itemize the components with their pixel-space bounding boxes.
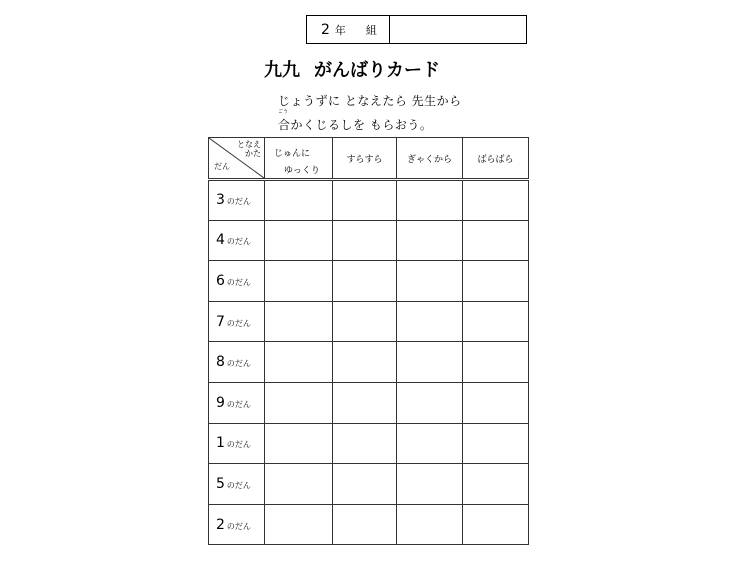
check-cell-reverse[interactable] <box>397 423 463 464</box>
corner-label-method: となえ かた <box>237 140 261 158</box>
class-label: 組 <box>365 23 377 37</box>
dan-number: 1 <box>216 435 225 452</box>
dan-suffix: のだん <box>226 197 251 207</box>
check-cell-random[interactable] <box>463 342 529 383</box>
grade-class-box <box>306 15 527 44</box>
table-row <box>209 342 529 383</box>
column-header-smooth: すらすら <box>333 138 397 180</box>
column-header-slow: じゅんに ゆっくり <box>265 138 333 180</box>
row-label-dan <box>209 423 265 464</box>
corner-header-cell <box>209 138 265 180</box>
column-header-random: ばらばら <box>463 138 529 180</box>
check-cell-reverse[interactable] <box>397 504 463 545</box>
check-cell-random[interactable] <box>463 504 529 545</box>
check-cell-smooth[interactable] <box>333 504 397 545</box>
row-label-dan <box>209 342 265 383</box>
table-row <box>209 220 529 261</box>
instruction-line-1: じょうずに となえたら 先生から <box>278 94 462 108</box>
grade-number: 2 <box>321 21 330 38</box>
column-header-reverse: ぎゃくから <box>397 138 463 180</box>
check-cell-smooth[interactable] <box>333 220 397 261</box>
dan-number: 5 <box>216 475 225 492</box>
dan-suffix: のだん <box>226 399 251 409</box>
corner-label-dan: だん <box>214 162 230 171</box>
check-cell-slow[interactable] <box>265 382 333 423</box>
table-row <box>209 464 529 505</box>
check-cell-slow[interactable] <box>265 301 333 342</box>
row-label-dan <box>209 382 265 423</box>
grade-label: 年 <box>334 23 346 37</box>
table-row <box>209 301 529 342</box>
dan-suffix: のだん <box>226 318 251 328</box>
table-row <box>209 504 529 545</box>
title-kuku: 九九 <box>264 60 300 81</box>
grade-cell <box>307 16 390 43</box>
dan-number: 4 <box>216 232 225 249</box>
check-cell-smooth[interactable] <box>333 261 397 302</box>
instruction-line-2: 合かくじるしを もらおう。 <box>278 118 433 132</box>
dan-number: 3 <box>216 192 225 209</box>
page-title <box>264 56 524 82</box>
table-row <box>209 180 529 221</box>
dan-suffix: のだん <box>226 277 251 287</box>
dan-suffix: のだん <box>226 237 251 247</box>
check-cell-reverse[interactable] <box>397 180 463 221</box>
check-cell-random[interactable] <box>463 423 529 464</box>
kuku-check-table <box>208 137 529 545</box>
check-cell-random[interactable] <box>463 301 529 342</box>
check-cell-random[interactable] <box>463 382 529 423</box>
row-label-dan <box>209 180 265 221</box>
check-cell-reverse[interactable] <box>397 464 463 505</box>
row-label-dan <box>209 220 265 261</box>
dan-suffix: のだん <box>226 480 251 490</box>
check-cell-random[interactable] <box>463 261 529 302</box>
row-label-dan <box>209 261 265 302</box>
check-cell-smooth[interactable] <box>333 301 397 342</box>
check-cell-reverse[interactable] <box>397 220 463 261</box>
check-cell-slow[interactable] <box>265 220 333 261</box>
check-cell-random[interactable] <box>463 220 529 261</box>
check-cell-slow[interactable] <box>265 261 333 302</box>
table-row <box>209 423 529 464</box>
check-cell-slow[interactable] <box>265 423 333 464</box>
dan-number: 7 <box>216 313 225 330</box>
check-cell-slow[interactable] <box>265 342 333 383</box>
dan-number: 6 <box>216 272 225 289</box>
furigana-go: ごう <box>278 109 289 115</box>
check-cell-smooth[interactable] <box>333 382 397 423</box>
check-cell-smooth[interactable] <box>333 423 397 464</box>
row-label-dan <box>209 464 265 505</box>
dan-suffix: のだん <box>226 521 251 531</box>
dan-number: 2 <box>216 516 225 533</box>
check-cell-reverse[interactable] <box>397 301 463 342</box>
class-input-cell[interactable] <box>390 16 526 43</box>
dan-suffix: のだん <box>226 359 251 369</box>
check-cell-smooth[interactable] <box>333 180 397 221</box>
table-row <box>209 382 529 423</box>
dan-number: 9 <box>216 394 225 411</box>
check-cell-smooth[interactable] <box>333 342 397 383</box>
row-label-dan <box>209 504 265 545</box>
dan-suffix: のだん <box>226 440 251 450</box>
check-cell-random[interactable] <box>463 464 529 505</box>
check-cell-smooth[interactable] <box>333 464 397 505</box>
check-cell-reverse[interactable] <box>397 382 463 423</box>
table-header-row <box>209 138 529 180</box>
dan-number: 8 <box>216 354 225 371</box>
check-cell-slow[interactable] <box>265 504 333 545</box>
check-cell-reverse[interactable] <box>397 342 463 383</box>
check-cell-random[interactable] <box>463 180 529 221</box>
table-row <box>209 261 529 302</box>
check-cell-slow[interactable] <box>265 464 333 505</box>
check-cell-reverse[interactable] <box>397 261 463 302</box>
check-cell-slow[interactable] <box>265 180 333 221</box>
title-card: がんばりカード <box>314 60 440 81</box>
row-label-dan <box>209 301 265 342</box>
